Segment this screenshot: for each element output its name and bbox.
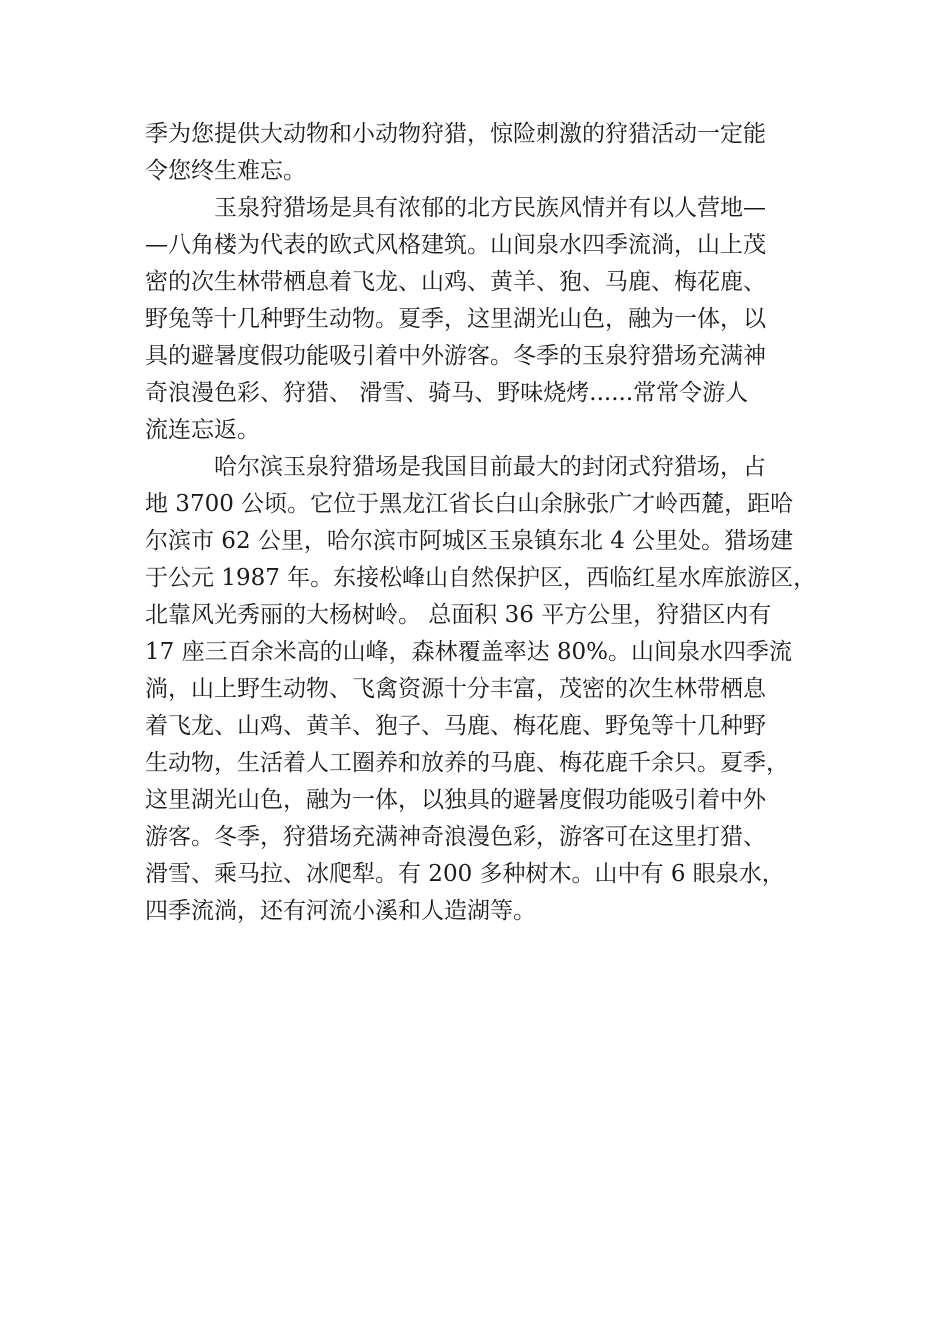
paragraph-line: 滑雪、乘马拉、冰爬犁。有 200 多种树木。山中有 6 眼泉水， <box>145 861 785 887</box>
paragraph-first-line: 玉泉狩猎场是具有浓郁的北方民族风情并有以人营地— <box>214 195 766 221</box>
paragraph-line: 奇浪漫色彩、狩猎、 滑雪、骑马、野味烧烤......常常令游人 <box>145 380 749 406</box>
paragraph-2 <box>145 190 825 449</box>
paragraph-line: 着飞龙、山鸡、黄羊、狍子、马鹿、梅花鹿、野兔等十几种野 <box>145 713 766 739</box>
paragraph-line: 四季流淌，还有河流小溪和人造湖等。 <box>145 898 536 924</box>
paragraph-line: 流连忘返。 <box>145 417 260 443</box>
paragraph-line: 于公元 1987 年。东接松峰山自然保护区，西临红星水库旅游区， <box>145 565 817 591</box>
paragraph-line: 生动物，生活着人工圈养和放养的马鹿、梅花鹿千余只。夏季， <box>145 750 789 776</box>
paragraph-3 <box>145 449 825 930</box>
paragraph-line: 地 3700 公顷。它位于黑龙江省长白山余脉张广才岭西麓，距哈 <box>145 491 794 517</box>
paragraph-line: 游客。冬季，狩猎场充满神奇浪漫色彩，游客可在这里打猎、 <box>145 824 766 850</box>
paragraph-line: 淌，山上野生动物、飞禽资源十分丰富，茂密的次生林带栖息 <box>145 676 766 702</box>
paragraph-line: 17 座三百余米高的山峰，森林覆盖率达 80%。山间泉水四季流 <box>145 639 793 665</box>
paragraph-line: 野兔等十几种野生动物。夏季，这里湖光山色，融为一体，以 <box>145 306 766 332</box>
paragraph-line: 这里湖光山色，融为一体，以独具的避暑度假功能吸引着中外 <box>145 787 766 813</box>
document-body <box>145 116 825 930</box>
paragraph-line: —八角楼为代表的欧式风格建筑。山间泉水四季流淌，山上茂 <box>145 232 766 258</box>
paragraph-line: 北靠风光秀丽的大杨树岭。 总面积 36 平方公里，狩猎区内有 <box>145 602 772 628</box>
paragraph-first-line: 哈尔滨玉泉狩猎场是我国目前最大的封闭式狩猎场，占 <box>214 454 766 480</box>
paragraph-1 <box>145 116 825 190</box>
paragraph-line: 令您终生难忘。 <box>145 158 306 184</box>
paragraph-line: 密的次生林带栖息着飞龙、山鸡、黄羊、狍、马鹿、梅花鹿、 <box>145 269 766 295</box>
paragraph-line: 具的避暑度假功能吸引着中外游客。冬季的玉泉狩猎场充满神 <box>145 343 766 369</box>
paragraph-line: 季为您提供大动物和小动物狩猎，惊险刺激的狩猎活动一定能 <box>145 121 766 147</box>
paragraph-line: 尔滨市 62 公里，哈尔滨市阿城区玉泉镇东北 4 公里处。猎场建 <box>145 528 794 554</box>
